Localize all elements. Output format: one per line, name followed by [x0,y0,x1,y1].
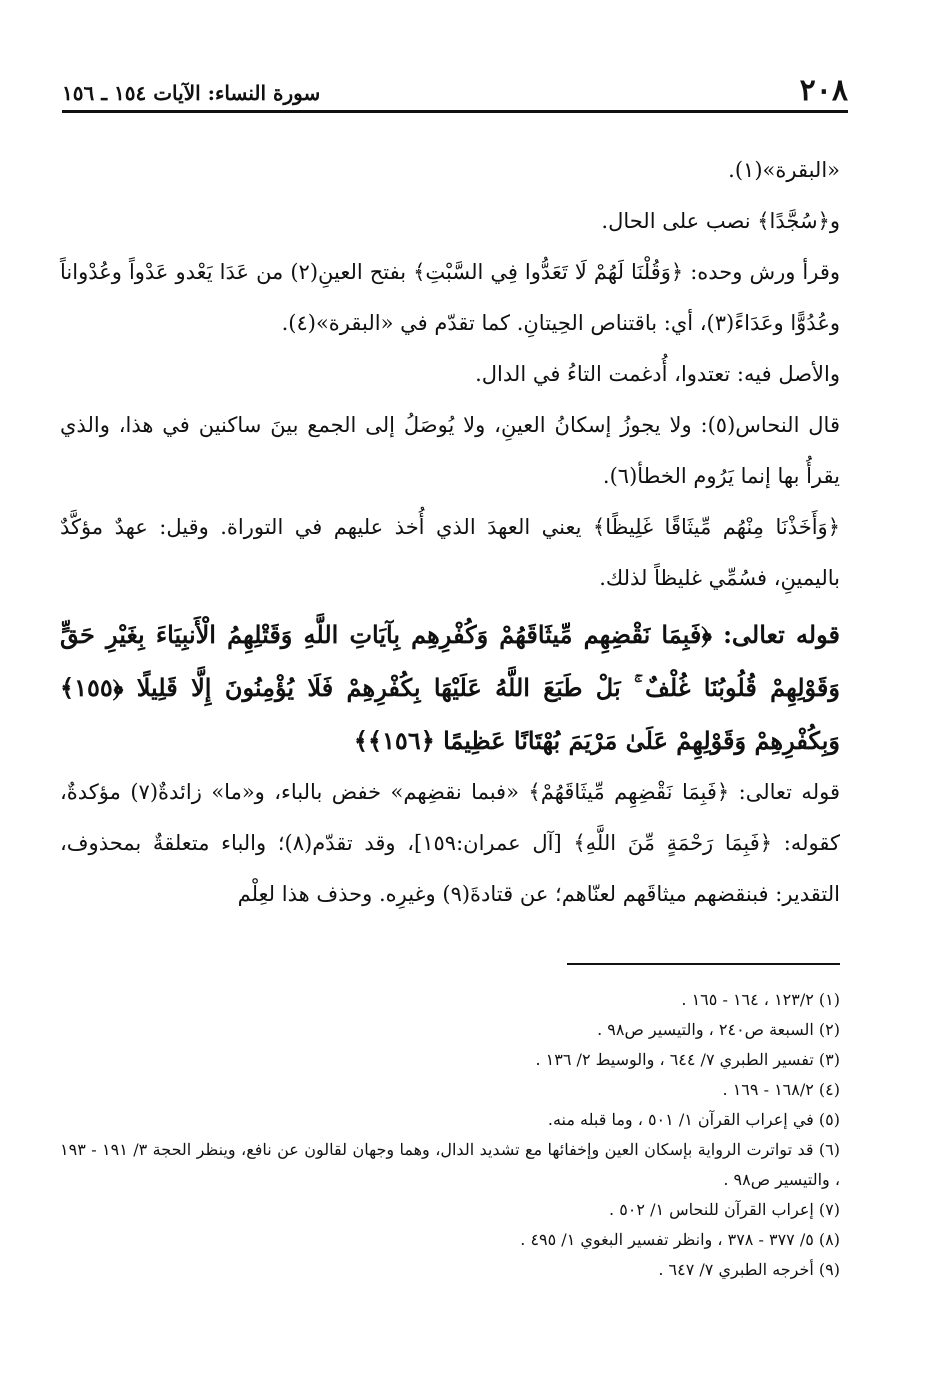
main-text [60,145,840,920]
paragraph-4: والأصل فيه: تعتدوا، أُدغمت التاءُ في الدال. [475,362,840,386]
footnote-3: (٣) تفسير الطبري ٧/ ٦٤٤ ، والوسيط ٢/ ١٣٦ . [535,1050,840,1069]
footnote-7: (٧) إعراب القرآن للنحاس ١/ ٥٠٢ . [609,1200,840,1219]
paragraph-3: وقرأ ورش وحده: ﴿وَقُلْنَا لَهُمْ لَا تَعَدُّوا فِي السَّبْتِ﴾ بفتح العينِ(٢) من عَدَا يَعْدو عَدْواً وعُدْواناً وعُدُوًّا وعَدَاءً(٣)، أي: باقتناص الحِيتانِ. كما تقدّم في «البقرة»(٤). [60,260,840,335]
footnote-4: (٤) ١٦٨/٢ - ١٦٩ . [722,1080,840,1099]
footnote-8: (٨) ٥/ ٣٧٧ - ٣٧٨ ، وانظر تفسير البغوي ١/ ٤٩٥ . [520,1230,840,1249]
paragraph-1: «البقرة»(١). [728,158,840,182]
quran-verse-block: قوله تعالى: ﴿فَبِمَا نَقْضِهِم مِّيثَاقَهُمْ وَكُفْرِهِم بِآيَاتِ اللَّهِ وَقَتْلِهِمُ الْأَنبِيَاءَ بِغَيْرِ حَقٍّ وَقَوْلِهِمْ قُلُوبُنَا غُلْفٌ ۚ بَلْ طَبَعَ اللَّهُ عَلَيْهَا بِكُفْرِهِمْ فَلَا يُؤْمِنُونَ إِلَّا قَلِيلًا ﴿١٥٥﴾ وَبِكُفْرِهِمْ وَقَوْلِهِمْ عَلَىٰ مَرْيَمَ بُهْتَانًا عَظِيمًا ﴿١٥٦﴾﴾ [60,620,840,755]
running-title: سورة النساء: الآيات ١٥٤ ـ ١٥٦ [62,81,321,105]
footnote-1: (١) ١٢٣/٢ ، ١٦٤ - ١٦٥ . [681,990,840,1009]
footnote-2: (٢) السبعة ص٢٤٠ ، والتيسير ص٩٨ . [597,1020,840,1039]
footnote-9: (٩) أخرجه الطبري ٧/ ٦٤٧ . [658,1260,840,1279]
footnote-6: (٦) قد تواترت الرواية بإسكان العين وإخفائها مع تشديد الدال، وهما وجهان لقالون عن نافع، وينظر الحجة ٣/ ١٩١ - ١٩٣ ، والتيسير ص٩٨ . [60,1140,841,1189]
footnote-5: (٥) في إعراب القرآن ١/ ٥٠١ ، وما قبله منه. [547,1110,840,1129]
footnotes [60,985,840,1285]
page-header [62,66,848,113]
paragraph-2: و﴿سُجَّدًا﴾ نصب على الحال. [601,209,840,233]
page-number: ٢٠٨ [799,73,848,108]
footnote-divider [567,963,840,965]
paragraph-6: ﴿وَأَخَذْنَا مِنْهُم مِّيثَاقًا غَلِيظًا﴾ يعني العهدَ الذي أُخذ عليهم في التوراة. وقيل: عهدٌ مؤكَّدٌ باليمينِ، فسُمِّي غليظاً لذلك. [60,515,840,590]
commentary-paragraph: قوله تعالى: ﴿فَبِمَا نَقْضِهِم مِّيثَاقَهُمْ﴾ «فبما نقضِهم» خفض بالباء، و«ما» زائدةٌ(٧) مؤكدةٌ، كقوله: ﴿فَبِمَا رَحْمَةٍ مِّنَ اللَّهِ﴾ [آل عمران:١٥٩]، وقد تقدّم(٨)؛ والباء متعلقةٌ بمحذوف، التقدير: فبنقضهم ميثاقَهم لعنّاهم؛ عن قتادةَ(٩) وغيرِه. وحذف هذا لعِلْم [60,780,840,906]
paragraph-5: قال النحاس(٥): ولا يجوزُ إسكانُ العينِ، ولا يُوصَلُ إلى الجمع بينَ ساكنين في هذا، والذي يقرأُ بها إنما يَرُوم الخطأ(٦). [60,413,840,488]
